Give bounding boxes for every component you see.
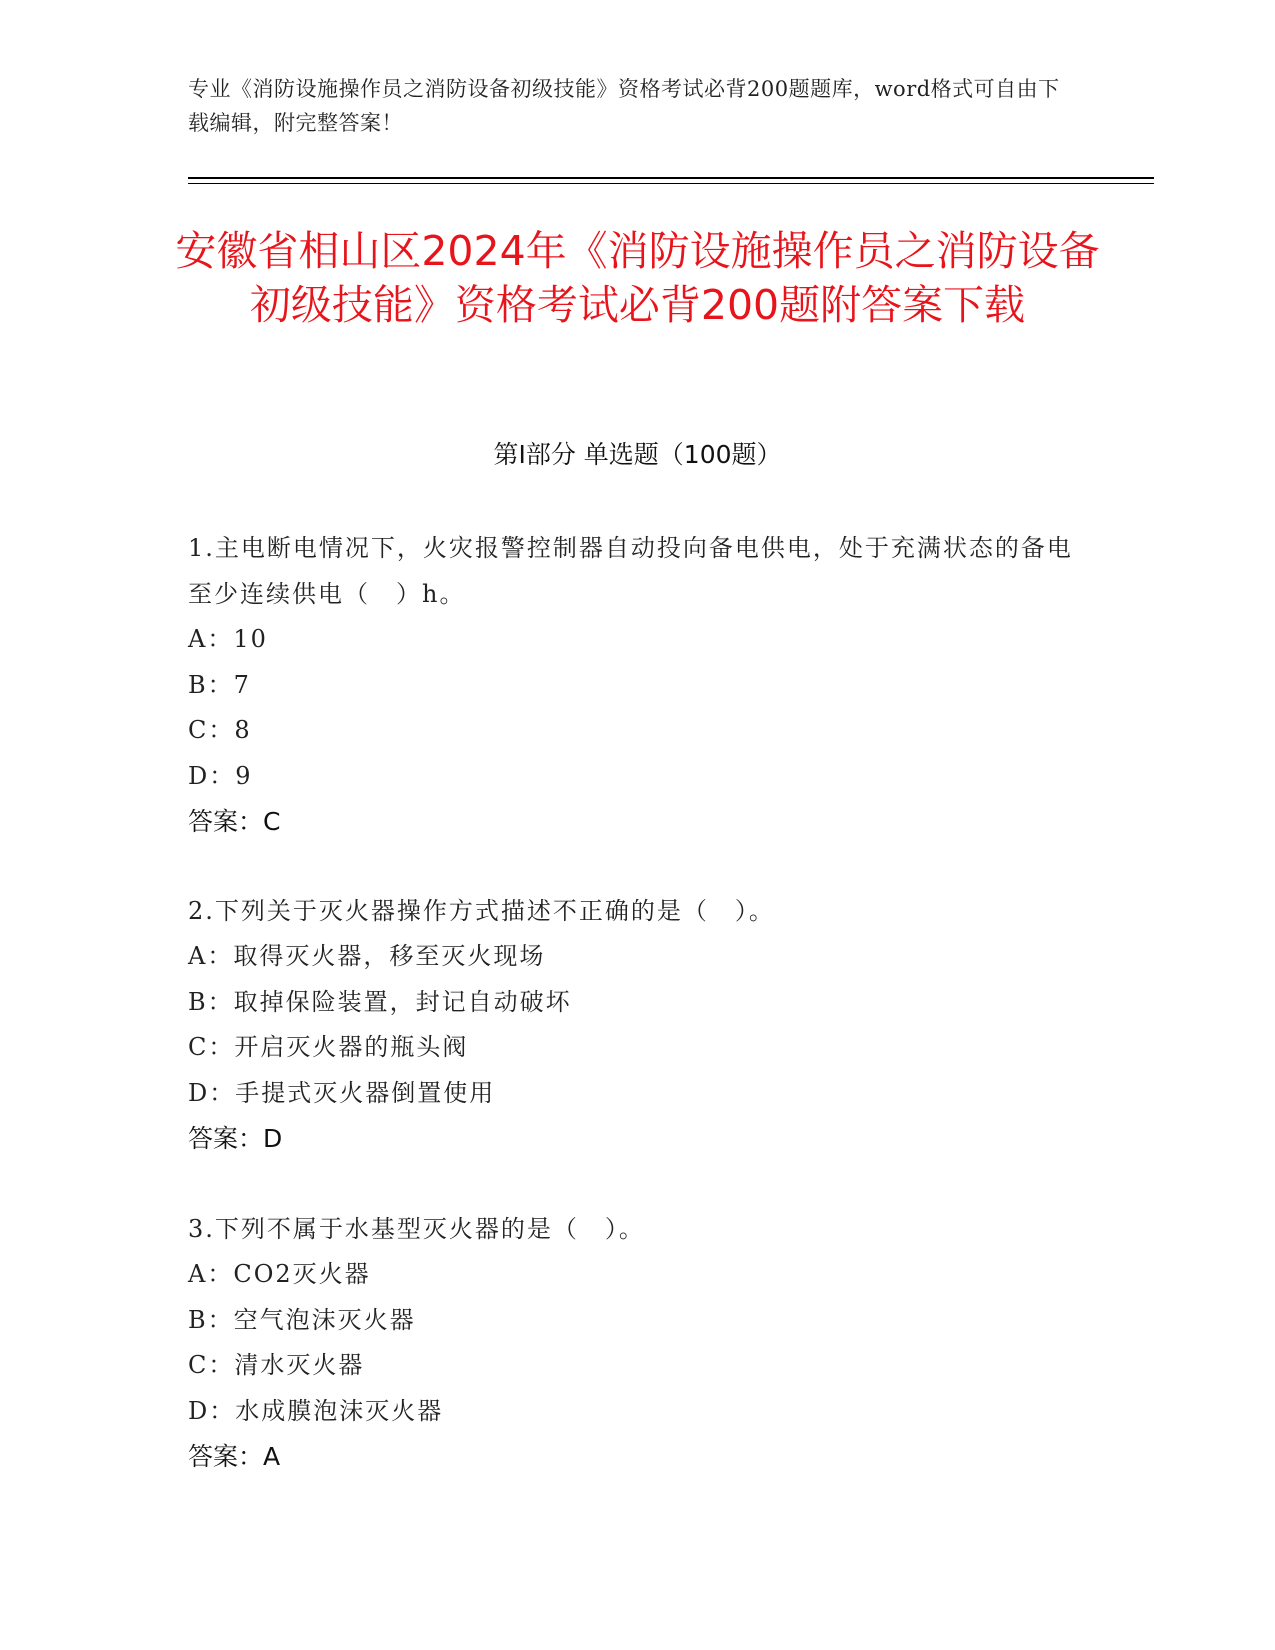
question-text: 1.主电断电情况下，火灾报警控制器自动投向备电供电，处于充满状态的备电至少连续供电（ ）h。 [188, 534, 1073, 608]
question-3 [188, 1206, 1088, 1480]
option-d: D：水成膜泡沫灭火器 [188, 1396, 444, 1425]
option-c: C：开启灭火器的瓶头阀 [188, 1033, 469, 1061]
option-d: D：9 [188, 761, 253, 790]
question-1 [188, 525, 1088, 845]
header-note: 专业《消防设施操作员之消防设备初级技能》资格考试必背200题题库，word格式可自由下载编辑，附完整答案！ [188, 77, 1060, 135]
question-text: 2.下列关于灭火器操作方式描述不正确的是（ ）。 [188, 897, 775, 925]
option-b: B：取掉保险装置，封记自动破坏 [188, 987, 572, 1016]
header-divider-thick [188, 177, 1154, 179]
answer: 答案：A [188, 1442, 281, 1471]
option-a: A：CO2灭火器 [188, 1260, 371, 1288]
option-d: D：手提式灭火器倒置使用 [188, 1078, 496, 1107]
question-text: 3.下列不属于水基型灭火器的是（ ）。 [188, 1215, 645, 1243]
document-title: 安徽省相山区2024年《消防设施操作员之消防设备初级技能》资格考试必背200题附答案下载 [175, 227, 1100, 329]
option-a: A：取得灭火器，移至灭火现场 [188, 942, 546, 970]
header-divider-thin [188, 183, 1154, 184]
option-b: B：空气泡沫灭火器 [188, 1305, 416, 1334]
option-c: C：清水灭火器 [188, 1351, 365, 1379]
answer: 答案：C [188, 807, 281, 836]
question-2 [188, 888, 1088, 1162]
answer: 答案：D [188, 1124, 283, 1153]
option-c: C：8 [188, 716, 252, 744]
section-heading: 第I部分 单选题（100题） [493, 440, 782, 469]
option-b: B：7 [188, 670, 251, 699]
option-a: A：10 [188, 625, 268, 653]
